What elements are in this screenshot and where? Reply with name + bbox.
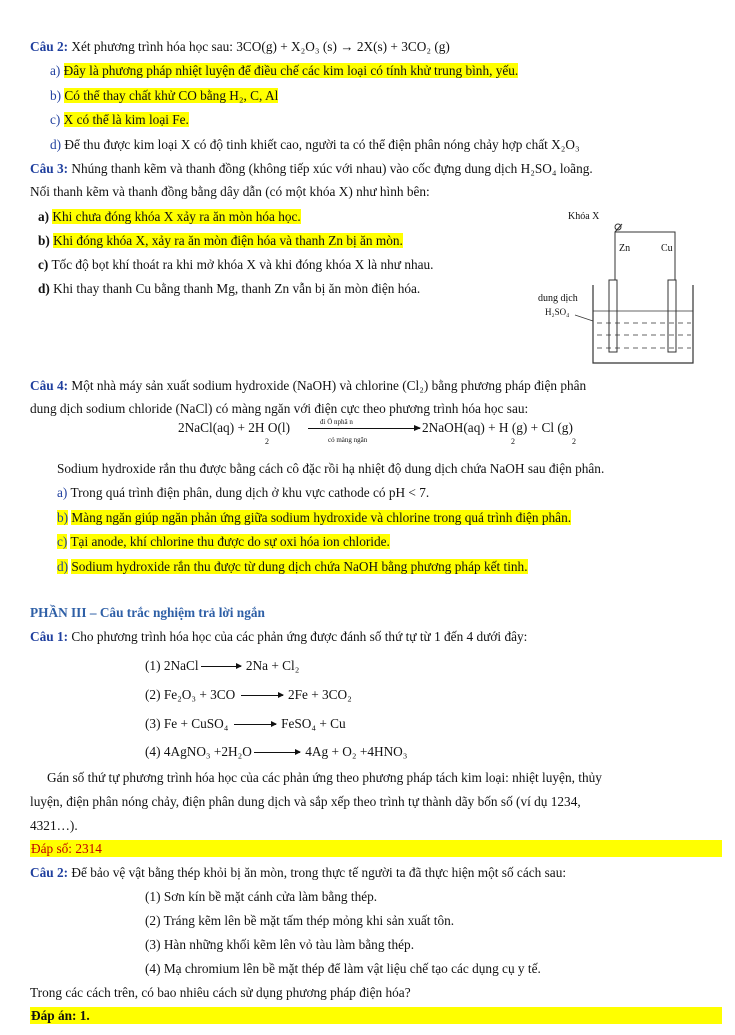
- q4-item-d: [57, 558, 528, 575]
- reaction-4-left: (4) 4AgNO₃ +2H₂O: [145, 744, 252, 759]
- reaction-4: [145, 743, 407, 760]
- p3q1-text: Cho phương trình hóa học của các phản ứng được đánh số thứ tự từ 1 đến 4 dưới đây:: [71, 629, 528, 644]
- zn-label: Zn: [619, 243, 631, 254]
- q4-label: Câu 4:: [30, 378, 69, 393]
- reaction-3-left: (3) Fe + CuSO₄: [145, 716, 229, 731]
- p3q1-label: Câu 1:: [30, 629, 69, 644]
- cu-label: Cu: [661, 243, 673, 254]
- q2-item-b-letter: b): [50, 88, 62, 103]
- p3q2-item-4: (4) Mạ chromium lên bề mặt thép để làm vật liệu chế tạo các dụng cụ y tế.: [145, 961, 541, 976]
- q4-item-b-text: Màng ngăn giúp ngăn phản ứng giữa sodium hydroxide và chlorine trong quá trình điện phân.: [71, 510, 572, 525]
- p3q1-answer: Đáp số: 2314: [31, 841, 102, 856]
- p3q2-text2: Trong các cách trên, có bao nhiêu cách sử dụng phương pháp điện hóa?: [30, 985, 411, 1000]
- reaction-2: [145, 686, 352, 703]
- reaction-1: [145, 657, 299, 674]
- q3-item-a-letter: a): [38, 209, 50, 224]
- eq-right: 2NaOH(aq) + H (g) + Cl (g): [422, 420, 573, 435]
- q4-item-a-text: Trong quá trình điện phân, dung dịch ở khu vực cathode có pH < 7.: [70, 485, 430, 500]
- eq-arrow-above: đi Ö nphâ n: [320, 418, 353, 426]
- eq-right-sub-1: 2: [511, 437, 515, 446]
- p3q2-item-3: (3) Hàn những khối kẽm lên vỏ tàu làm bằng thép.: [145, 937, 415, 952]
- part3-title: PHẦN III – Câu trắc nghiệm trả lời ngắn: [30, 605, 265, 620]
- switch-label: Khóa X: [568, 211, 600, 222]
- p3q1-text3: luyện, điện phân nóng chảy, điện phân dung dịch và sắp xếp theo trình tự thành dãy bốn số (ví dụ 1234,: [30, 794, 581, 809]
- beaker: [593, 285, 693, 363]
- p3q1-text2: Gán số thứ tự phương trình hóa học của các phản ứng theo phương pháp tách kim loại: nhiệt luyện, thủy: [47, 770, 602, 785]
- eq-right-sub-2: 2: [572, 437, 576, 446]
- q3-item-b-letter: b): [38, 233, 50, 248]
- q2-item-d-text: Để thu được kim loại X có độ tinh khiết cao, người ta có thể điện phân nóng chảy hợp chất X₂O₃: [64, 137, 580, 152]
- p3q2-stem: [30, 864, 566, 881]
- reaction-2-left: (2) Fe₂O₃ + 3CO: [145, 687, 236, 702]
- eq-left-sub: 2: [265, 437, 269, 446]
- q3-text2: Nối thanh kẽm và thanh đồng bằng dây dẫn (có một khóa X) như hình bên:: [30, 184, 430, 199]
- q3-item-a: [38, 208, 301, 225]
- q4-text3: Sodium hydroxide rắn thu được bằng cách cô đặc rồi hạ nhiệt độ dung dịch chứa NaOH sau điện phân.: [57, 461, 605, 476]
- q2-item-d: [50, 136, 580, 153]
- solution-label-1: dung dịch: [538, 293, 578, 304]
- q4-item-d-letter: d): [57, 559, 69, 574]
- q3-item-b-text: Khi đóng khóa X, xảy ra ăn mòn điện hóa và thanh Zn bị ăn mòn.: [53, 233, 403, 248]
- q4-text2: dung dịch sodium chloride (NaCl) có màng ngăn với điện cực theo phương trình hóa học sau:: [30, 401, 529, 416]
- reaction-3-right: FeSO₄ + Cu: [281, 716, 346, 731]
- eq-arrow-below: có màng ngăn: [328, 436, 368, 444]
- p3q1-stem: [30, 628, 527, 645]
- q2-item-b: [50, 87, 278, 104]
- electrochemical-cell-figure: [535, 205, 715, 370]
- eq-arrow: [308, 428, 420, 429]
- reaction-1-left: (1) 2NaCl: [145, 658, 199, 673]
- p3q2-text: Để bảo vệ vật bằng thép khỏi bị ăn mòn, trong thực tế người ta đã thực hiện một số cách sau:: [71, 865, 567, 880]
- q3-text: Nhúng thanh kẽm và thanh đồng (không tiếp xúc với nhau) vào cốc đựng dung dịch H₂SO₄ loãng.: [71, 161, 593, 176]
- reaction-1-arrow: [201, 666, 241, 667]
- q3-item-c-letter: c): [38, 257, 49, 272]
- q2-item-c-letter: c): [50, 112, 61, 127]
- reaction-2-arrow: [241, 695, 283, 696]
- q4-item-c-letter: c): [57, 534, 68, 549]
- q2-item-a: [50, 62, 518, 79]
- q3-item-c: [38, 256, 434, 273]
- q2-item-c-text: X có thể là kim loại Fe.: [63, 112, 189, 127]
- p3q2-label: Câu 2:: [30, 865, 69, 880]
- reaction-2-right: 2Fe + 3CO₂: [287, 687, 352, 702]
- q3-stem: [30, 160, 593, 177]
- reaction-4-right: 4Ag + O₂ +4HNO₃: [305, 744, 408, 759]
- reaction-4-arrow: [254, 752, 300, 753]
- q3-item-d-letter: d): [38, 281, 50, 296]
- p3q2-item-2: (2) Tráng kẽm lên bề mặt tấm thép mỏng khi sản xuất tôn.: [145, 913, 455, 928]
- p3q2-item-1: (1) Sơn kín bề mặt cánh cửa làm bằng thép.: [145, 889, 378, 904]
- q2-item-b-text: Có thể thay chất khử CO bằng H₂, C, Al: [64, 88, 279, 103]
- q4-item-a-letter: a): [57, 485, 68, 500]
- q2-label: Câu 2:: [30, 39, 69, 54]
- q3-item-a-text: Khi chưa đóng khóa X xảy ra ăn mòn hóa học.: [52, 209, 301, 224]
- q2-stem: [30, 38, 450, 55]
- eq-arrow-head: [414, 425, 421, 431]
- wire: [615, 232, 675, 280]
- reaction-3: [145, 715, 346, 732]
- p3q1-answer-highlight: [30, 840, 722, 857]
- q4-item-b-letter: b): [57, 510, 69, 525]
- q4-stem: [30, 377, 586, 394]
- reaction-1-right: 2Na + Cl₂: [245, 658, 300, 673]
- eq-left: 2NaCl(aq) + 2H O(l): [178, 420, 290, 435]
- cu-rod: [668, 280, 676, 352]
- q4-item-b: [57, 509, 571, 526]
- q4-item-c-text: Tại anode, khí chlorine thu được do sự oxi hóa ion chloride.: [70, 534, 390, 549]
- q2-item-d-letter: d): [50, 137, 62, 152]
- p3q2-answer-highlight: [30, 1007, 722, 1024]
- reaction-3-arrow: [234, 724, 276, 725]
- q4-item-a: [57, 484, 429, 501]
- q2-text: Xét phương trình hóa học sau: 3CO(g) + X₂O₃ (s) → 2X(s) + 3CO₂ (g): [71, 39, 450, 54]
- q3-label: Câu 3:: [30, 161, 69, 176]
- q3-item-c-text: Tốc độ bọt khí thoát ra khi mở khóa X và khi đóng khóa X là như nhau.: [51, 257, 434, 272]
- q2-item-c: [50, 111, 189, 128]
- q3-item-b: [38, 232, 403, 249]
- zn-rod: [609, 280, 617, 352]
- solution-label-2: H₂SO₄: [545, 307, 570, 317]
- q4-item-c: [57, 533, 390, 550]
- q3-item-d: [38, 280, 420, 297]
- p3q1-text4: 4321…).: [30, 818, 78, 833]
- q4-item-d-text: Sodium hydroxide rắn thu được từ dung dịch chứa NaOH bằng phương pháp kết tinh.: [71, 559, 528, 574]
- q2-item-a-text: Đây là phương pháp nhiệt luyện để điều chế các kim loại có tính khử trung bình, yếu.: [63, 63, 519, 78]
- p3q2-answer: Đáp án: 1.: [31, 1008, 90, 1023]
- q2-item-a-letter: a): [50, 63, 61, 78]
- q4-equation: [178, 420, 290, 436]
- q3-item-d-text: Khi thay thanh Cu bằng thanh Mg, thanh Zn vẫn bị ăn mòn điện hóa.: [53, 281, 421, 296]
- q4-text: Một nhà máy sản xuất sodium hydroxide (NaOH) và chlorine (Cl₂) bằng phương pháp điện phân: [71, 378, 587, 393]
